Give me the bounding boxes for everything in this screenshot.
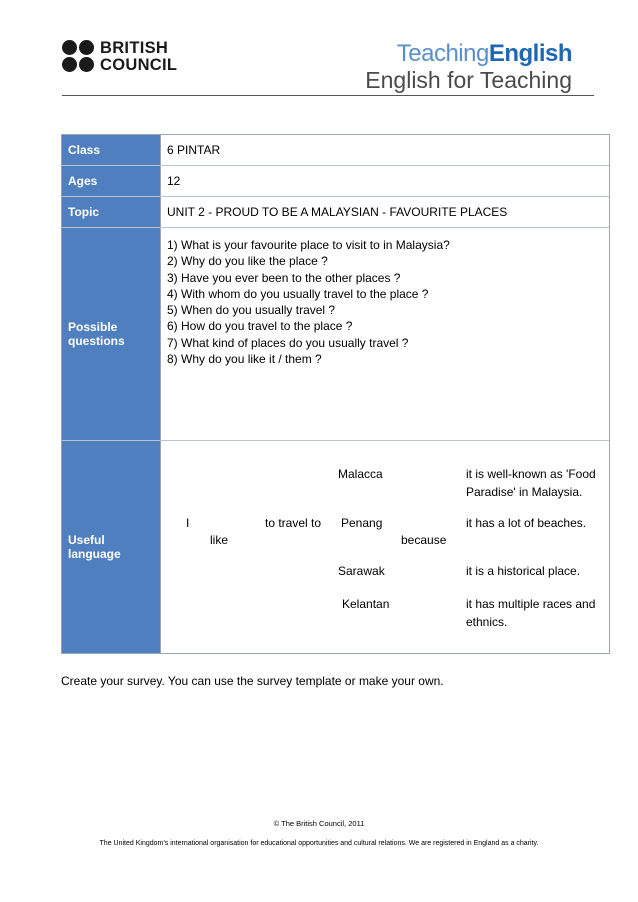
question-item: 1) What is your favourite place to visit to in Malaysia? — [167, 238, 450, 252]
because-word: because — [401, 533, 447, 547]
ages-row — [62, 165, 609, 196]
place-malacca: Malacca — [338, 467, 383, 481]
logo-text: BRITISH COUNCIL — [100, 39, 178, 74]
subject-word: I — [186, 516, 190, 530]
logo-dots-icon — [62, 40, 96, 74]
british-council-logo — [62, 40, 192, 74]
question-item: 3) Have you ever been to the other places ? — [167, 270, 401, 285]
question-item: 8) Why do you like it / them ? — [167, 352, 322, 367]
place-sarawak: Sarawak — [338, 564, 385, 578]
reason-3: it is a historical place. — [466, 564, 581, 578]
lesson-table — [61, 134, 610, 654]
question-item: 7) What kind of places do you usually travel ? — [167, 335, 409, 350]
question-item: 2) Why do you like the place ? — [167, 254, 328, 269]
place-kelantan: Kelantan — [342, 597, 390, 611]
ages-value: 12 — [160, 166, 609, 196]
survey-instruction: Create your survey. You can use the survey template or make your own. — [61, 674, 444, 688]
question-item: 5) When do you usually travel ? — [167, 303, 336, 318]
useful-language-label: Useful language — [62, 441, 160, 653]
topic-value: UNIT 2 - PROUD TO BE A MALAYSIAN - FAVOURITE PLACES — [160, 197, 609, 227]
reason-2: it has a lot of beaches. — [466, 516, 587, 530]
reason-1: it is well-known as 'Food Paradise' in Malaysia. — [466, 467, 596, 499]
questions-row — [62, 227, 609, 440]
verb-word: like — [210, 533, 229, 547]
to-travel-phrase: to travel to — [265, 516, 322, 530]
ages-label: Ages — [62, 166, 160, 196]
footer-note: The United Kingdom’s international organisation for educational opportunities and cultural relations. We are registered in England as a charity. — [99, 840, 539, 847]
useful-language-row — [62, 440, 609, 653]
class-row — [62, 135, 609, 165]
questions-label: Possible questions — [62, 228, 160, 440]
topic-label: Topic — [62, 197, 160, 227]
header-divider — [62, 95, 594, 96]
topic-row — [62, 196, 609, 227]
class-value: 6 PINTAR — [160, 135, 609, 165]
place-penang: Penang — [341, 516, 383, 530]
teaching-english-logo: TeachingEnglish — [396, 40, 572, 67]
questions-list — [167, 237, 450, 367]
question-item: 4) With whom do you usually travel to the place ? — [167, 286, 429, 301]
copyright: © The British Council, 2011 — [273, 819, 365, 828]
useful-language-cell — [160, 441, 609, 653]
class-label: Class — [62, 135, 160, 165]
questions-cell — [160, 228, 609, 440]
question-item: 6) How do you travel to the place ? — [167, 319, 353, 334]
teaching-english-subtitle: English for Teaching — [365, 67, 572, 93]
reason-4: it has multiple races and ethnics. — [466, 597, 596, 629]
